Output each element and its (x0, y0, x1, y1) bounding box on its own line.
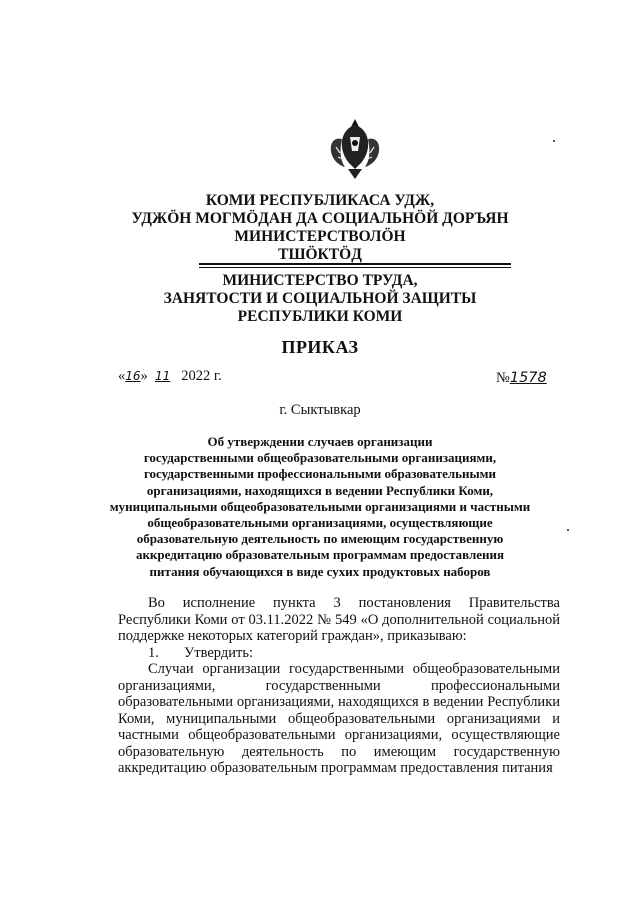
header-komi-line: КОМИ РЕСПУБЛИКАСА УДЖ, (205, 192, 435, 209)
number-value: 1578 (509, 370, 547, 386)
header-russian (0, 272, 640, 326)
scan-speck (553, 140, 555, 142)
date-year: 2022 г. (181, 368, 222, 384)
doc-subject (0, 434, 640, 580)
header-ru-line: МИНИСТЕРСТВО ТРУДА, (222, 272, 418, 289)
subject-line: организациями, находящихся в ведении Республики Коми, (146, 482, 494, 498)
subject-line: образовательную деятельность по имеющим государственную (136, 531, 504, 547)
header-ru-line: ЗАНЯТОСТИ И СОЦИАЛЬНОЙ ЗАЩИТЫ (163, 290, 477, 307)
body-item-number: 1. (148, 644, 159, 661)
header-komi (0, 192, 640, 264)
header-divider-thick (199, 263, 511, 265)
doc-title: ПРИКАЗ (281, 337, 359, 357)
header-komi-line: ТШӦКТӦД (278, 246, 362, 263)
subject-line: общеобразовательными организациями, осуществляющие (147, 515, 493, 531)
komi-emblem-icon (328, 117, 382, 181)
header-divider-thin (199, 267, 511, 268)
header-ru-line: РЕСПУБЛИКИ КОМИ (237, 308, 403, 325)
scan-speck (567, 529, 569, 531)
subject-line: государственными общеобразовательными организациями, (143, 450, 497, 466)
subject-line: Об утверждении случаев организации (207, 434, 433, 449)
subject-line: государственными профессиональными образовательными (143, 466, 497, 482)
doc-body (118, 595, 560, 777)
body-item-text: Утвердить: (184, 644, 253, 661)
doc-number (496, 370, 547, 387)
date-month: 11 (155, 369, 171, 383)
date-day: 16 (125, 369, 141, 383)
date-open-quote: « (118, 368, 126, 384)
doc-city: г. Сыктывкар (279, 402, 361, 418)
body-item (118, 645, 560, 662)
header-komi-line: МИНИСТЕРСТВОЛӦН (234, 228, 406, 245)
doc-date (118, 368, 222, 385)
subject-line: аккредитацию образовательным программам предоставления (135, 547, 505, 563)
body-intro: Во исполнение пункта 3 постановления Правительства Республики Коми от 03.11.2022 № 549 «О дополнительной социальной поддержке некоторых категорий граждан», приказываю: (118, 595, 560, 644)
date-close-quote: » (140, 368, 148, 384)
body-paragraph: Случаи организации государственными общеобразовательными организациями, государственными профессиональными образовательными организациями, находящихся в ведении Республики Коми, муниципальными общеобразовательными организациями и частными общеобразовательными организациями, осуществляющие образовательную деятельность по имеющим государственную аккредитацию образовательным программам предоставления питания (118, 661, 560, 776)
header-komi-line: УДЖӦН МОГМӦДАН ДА СОЦИАЛЬНӦЙ ДОРЪЯН (131, 210, 509, 227)
subject-line: муниципальными общеобразовательными организациями и частными (109, 498, 531, 514)
number-prefix: № (496, 370, 510, 386)
subject-line: питания обучающихся в виде сухих продуктовых наборов (149, 563, 491, 579)
